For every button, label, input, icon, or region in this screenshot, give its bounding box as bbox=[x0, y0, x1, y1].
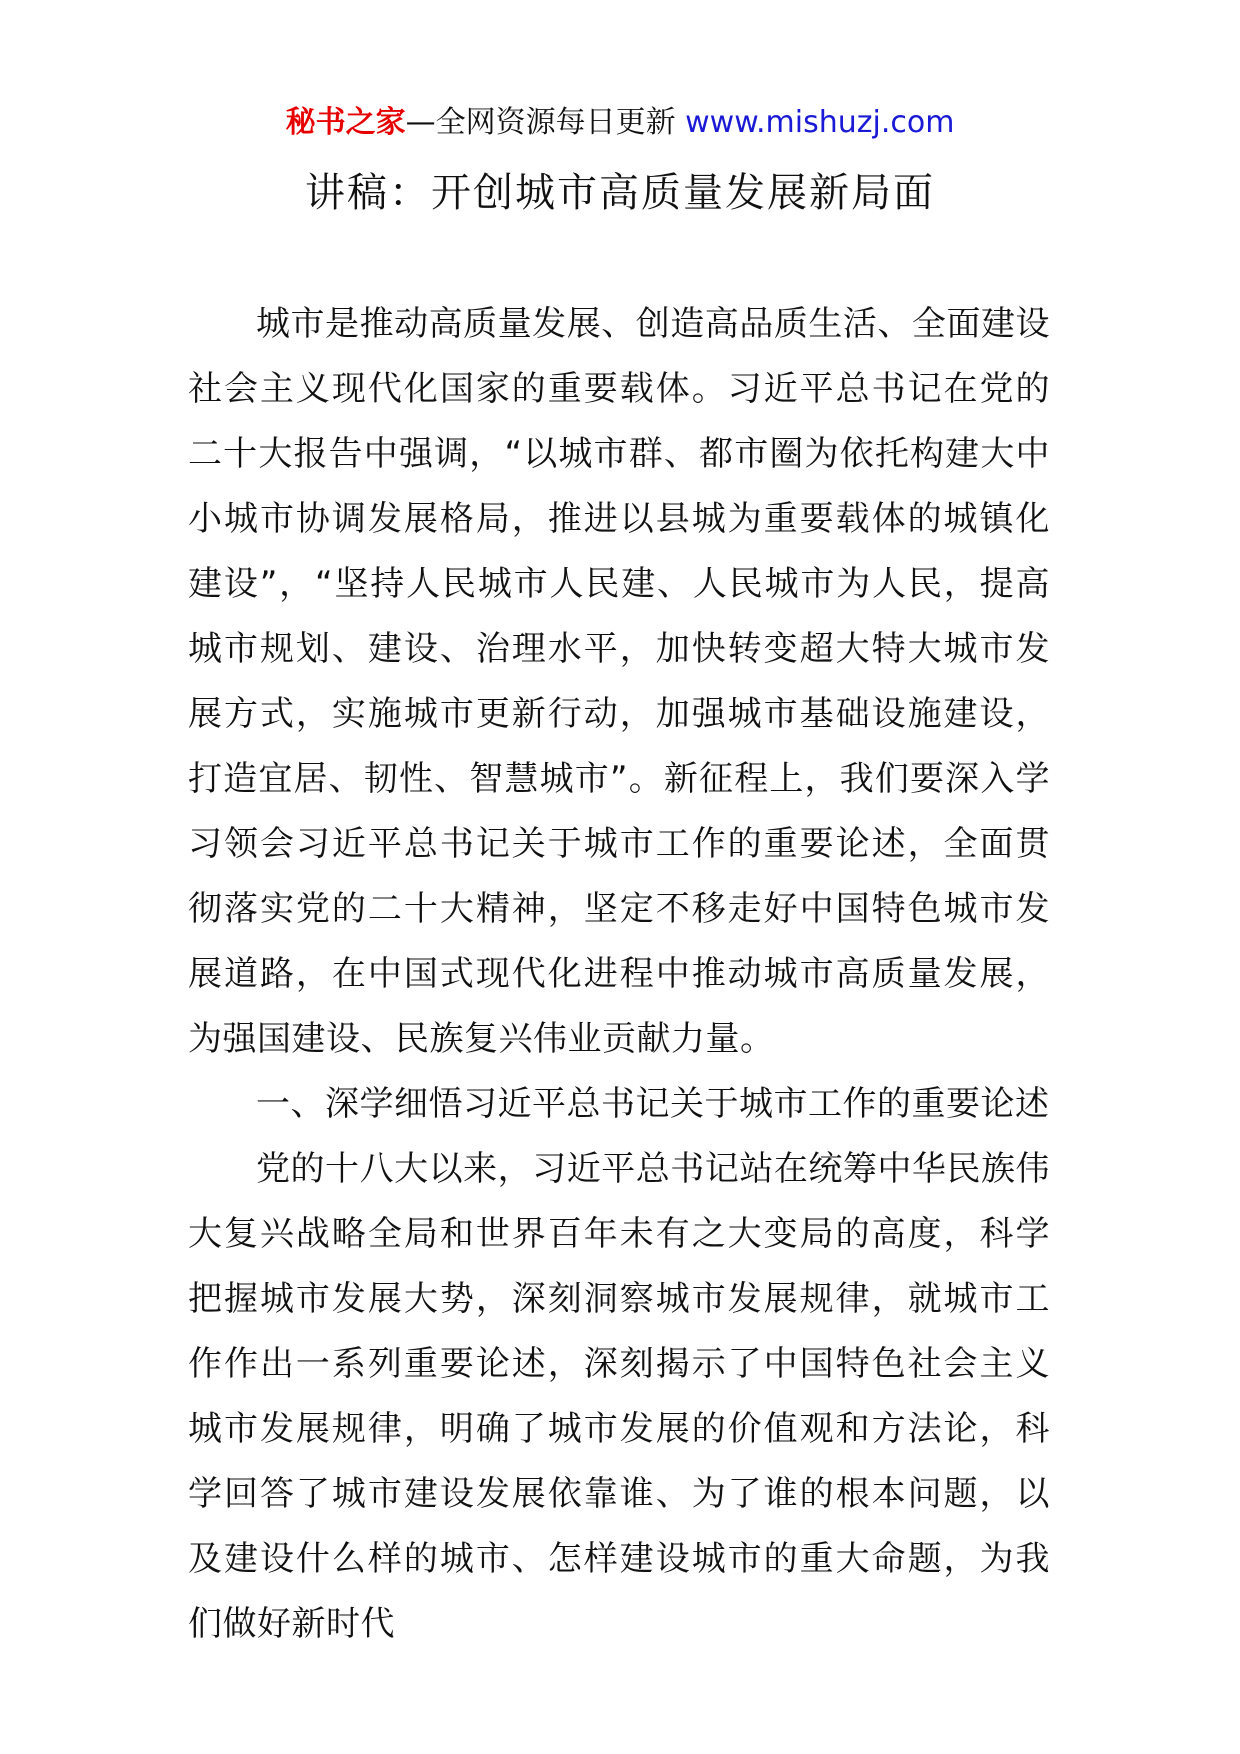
document-title: 讲稿：开创城市高质量发展新局面 bbox=[305, 170, 935, 216]
body-paragraph: 党的十八大以来，习近平总书记站在统筹中华民族伟大复兴战略全局和世界百年未有之大变局的高度，科学把握城市发展大势，深刻洞察城市发展规律，就城市工作作出一系列重要论述，深刻揭示了中国特色社会主义城市发展规律，明确了城市发展的价值观和方法论，科学回答了城市建设发展依靠谁、为了谁的根本问题，以及建设什么样的城市、怎样建设城市的重大命题，为我们做好新时代 bbox=[188, 1149, 1050, 1644]
banner-tagline: —全网资源每日更新 bbox=[405, 105, 686, 140]
body-paragraph-intro: 城市是推动高质量发展、创造高品质生活、全面建设社会主义现代化国家的重要载体。习近平总书记在党的二十大报告中强调，“以城市群、都市圈为依托构建大中小城市协调发展格局，推进以县城为重要载体的城镇化建设”，“坚持人民城市人民建、人民城市为人民，提高城市规划、建设、治理水平，加快转变超大特大城市发展方式，实施城市更新行动，加强城市基础设施建设，打造宜居、韧性、智慧城市”。新征程上，我们要深入学习领会习近平总书记关于城市工作的重要论述，全面贯彻落实党的二十大精神，坚定不移走好中国特色城市发展道路，在中国式现代化进程中推动城市高质量发展，为强国建设、民族复兴伟业贡献力量。 bbox=[188, 304, 1050, 1059]
site-url: www.mishuzj.com bbox=[685, 105, 955, 140]
document-body bbox=[188, 292, 1050, 1657]
site-banner bbox=[0, 101, 1240, 145]
brand-name: 秘书之家 bbox=[285, 105, 406, 140]
section-heading: 一、深学细悟习近平总书记关于城市工作的重要论述 bbox=[256, 1084, 1050, 1124]
